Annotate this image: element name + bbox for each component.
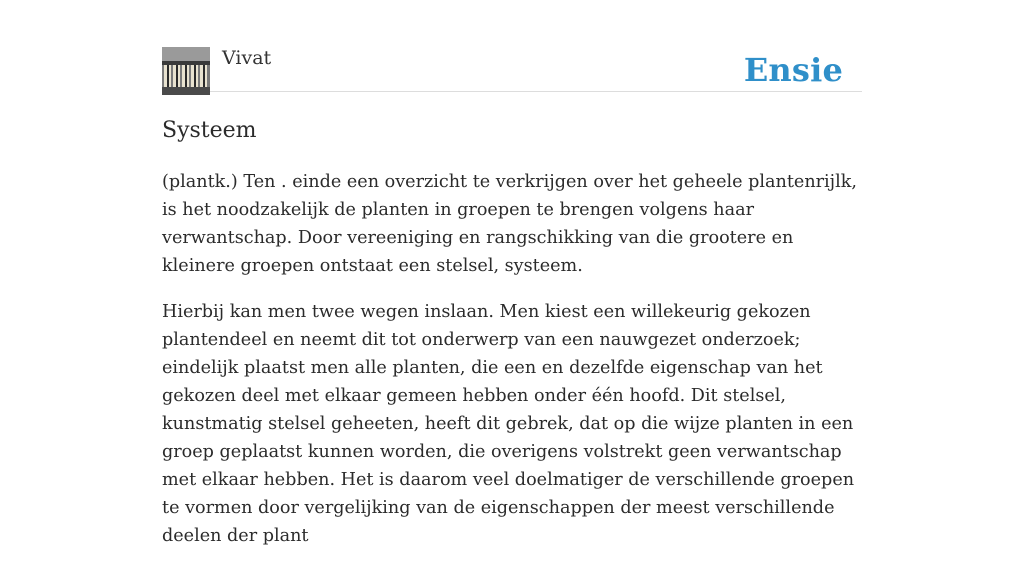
article-header <box>162 0 862 92</box>
article-title: Systeem <box>162 118 257 143</box>
author-avatar[interactable] <box>162 47 210 95</box>
author-name[interactable]: Vivat <box>222 47 272 69</box>
article-body <box>162 168 862 568</box>
site-logo[interactable]: Ensie <box>743 51 843 89</box>
article-page <box>162 0 862 546</box>
article-paragraph: Hierbij kan men twee wegen inslaan. Men kiest een willekeurig gekozen plantendeel en neemt dit tot onderwerp van een nauwgezet onderzoek; eindelijk plaatst men alle planten, die een en dezelfde eigenschap van het gekozen deel met elkaar gemeen hebben onder één hoofd. Dit stelsel, kunstmatig stelsel geheeten, heeft dit gebrek, dat op die wijze planten in een groep geplaatst kunnen worden, die overigens volstrekt geen verwantschap met elkaar hebben. Het is daarom veel doelmatiger de verschillende groepen te vormen door vergelijking van de eigenschappen der meest verschillende deelen der plant <box>162 302 855 546</box>
article-paragraph: (plantk.) Ten . einde een overzicht te verkrijgen over het geheele plantenrijlk, is het noodzakelijk de planten in groepen te brengen volgens haar verwantschap. Door vereeniging en rangschikking van die grootere en kleinere groepen ontstaat een stelsel, systeem. <box>162 172 858 276</box>
bookshelf-avatar-icon <box>162 47 210 95</box>
